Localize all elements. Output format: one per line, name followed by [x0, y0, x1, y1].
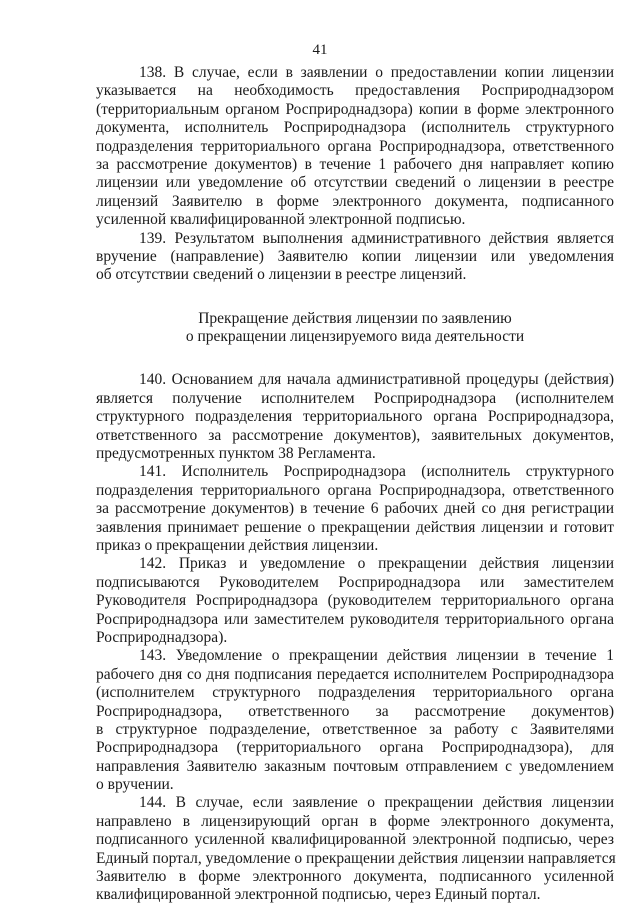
paragraph-line: квалифицированной электронной подписью, через Единый портал.: [96, 886, 541, 904]
paragraph-line: Росприроднадзора).: [96, 628, 228, 646]
paragraph-line: подразделения территориального органа Росприроднадзора, ответственного: [96, 137, 614, 155]
paragraph-line: усиленной квалифицированной электронной подписью.: [96, 211, 466, 229]
page-number: 41: [312, 42, 328, 58]
paragraph-line: об отсутствии сведений о лицензии в реестре лицензий.: [96, 266, 467, 284]
section-heading: [96, 310, 614, 347]
paragraph-line: документа, исполнитель Росприроднадзора (исполнитель структурного: [96, 119, 614, 137]
paragraph-line: является получение исполнителем Росприроднадзора (исполнителем: [96, 389, 614, 407]
paragraph-line: приказ о прекращении действия лицензии.: [96, 536, 379, 554]
paragraph-line: за рассмотрение документов) в течение 6 рабочих дней со дня регистрации: [96, 500, 614, 518]
paragraph-line: (исполнителем структурного подразделения территориального органа: [96, 684, 614, 702]
paragraph-line: 139. Результатом выполнения административного действия является: [139, 229, 614, 247]
paragraph-line: вручение (направление) Заявителю копии лицензии или уведомления: [96, 247, 614, 265]
paragraph-line: Единый портал, уведомление о прекращении действия лицензии направляется: [96, 849, 616, 867]
paragraph-line: указывается на необходимость предоставления Росприроднадзором: [96, 82, 614, 100]
paragraph-line: лицензий Заявителю в форме электронного документа, подписанного: [96, 192, 614, 210]
paragraph-142: [96, 555, 614, 647]
paragraph-line: лицензии или уведомление об отсутствии сведений о лицензии в реестре: [96, 174, 614, 192]
paragraph-line: о вручении.: [96, 776, 174, 794]
paragraph-line: 140. Основанием для начала административной процедуры (действия): [139, 371, 614, 389]
paragraph-line: ответственного за рассмотрение документов), заявительных документов,: [96, 426, 614, 444]
document-body: [96, 64, 614, 905]
paragraph-line: 138. В случае, если в заявлении о предоставлении копии лицензии: [139, 64, 614, 81]
paragraph-line: направлено в лицензирующий орган в форме электронного документа,: [96, 812, 614, 830]
paragraph-140: [96, 371, 614, 463]
paragraph-line: за рассмотрение документов) в течение 1 рабочего дня направляет копию: [96, 155, 614, 173]
paragraph-line: 143. Уведомление о прекращении действия лицензии в течение 1: [139, 647, 614, 665]
paragraph-line: предусмотренных пунктом 38 Регламента.: [96, 445, 376, 463]
heading-line: Прекращение действия лицензии по заявлению: [198, 309, 512, 327]
paragraph-line: (территориальным органом Росприроднадзора) копии в форме электронного: [96, 100, 614, 118]
paragraph-line: 141. Исполнитель Росприроднадзора (исполнитель структурного: [139, 463, 614, 481]
paragraph-line: подписанного усиленной квалифицированной электронной подписью, через: [96, 831, 614, 849]
paragraph-line: 142. Приказ и уведомление о прекращении действия лицензии: [139, 555, 614, 573]
paragraph-139: [96, 230, 614, 285]
paragraph-line: направления Заявителю заказным почтовым отправлением с уведомлением: [96, 757, 614, 775]
heading-line: о прекращении лицензируемого вида деятельности: [185, 328, 525, 346]
paragraph-line: Росприроднадзора, ответственного за рассмотрение документов): [96, 702, 614, 720]
paragraph-line: 144. В случае, если заявление о прекращении действия лицензии: [139, 794, 614, 812]
paragraph-line: Руководителя Росприроднадзора (руководителем территориального органа: [96, 592, 614, 610]
paragraph-line: структурного подразделения территориального органа Росприроднадзора,: [96, 408, 614, 426]
paragraph-line: подразделения территориального органа Росприроднадзора, ответственного: [96, 481, 614, 499]
paragraph-line: рабочего дня со дня подписания передается исполнителем Росприроднадзора: [96, 665, 614, 683]
paragraph-line: подписываются Руководителем Росприроднадзора или заместителем: [96, 573, 614, 591]
paragraph-143: [96, 647, 614, 794]
paragraph-144: [96, 794, 614, 904]
paragraph-line: Заявителю в форме электронного документа, подписанного усиленной: [96, 868, 614, 886]
paragraph-line: Росприроднадзора (территориального органа Росприроднадзора), для: [96, 739, 614, 757]
paragraph-line: заявления принимает решение о прекращении действия лицензии и готовит: [96, 518, 614, 536]
paragraph-138: [96, 64, 614, 230]
paragraph-141: [96, 463, 614, 555]
paragraph-line: в структурное подразделение, ответственное за работу с Заявителями: [96, 720, 614, 738]
paragraph-line: Росприроднадзора или заместителем руководителя территориального органа: [96, 610, 614, 628]
